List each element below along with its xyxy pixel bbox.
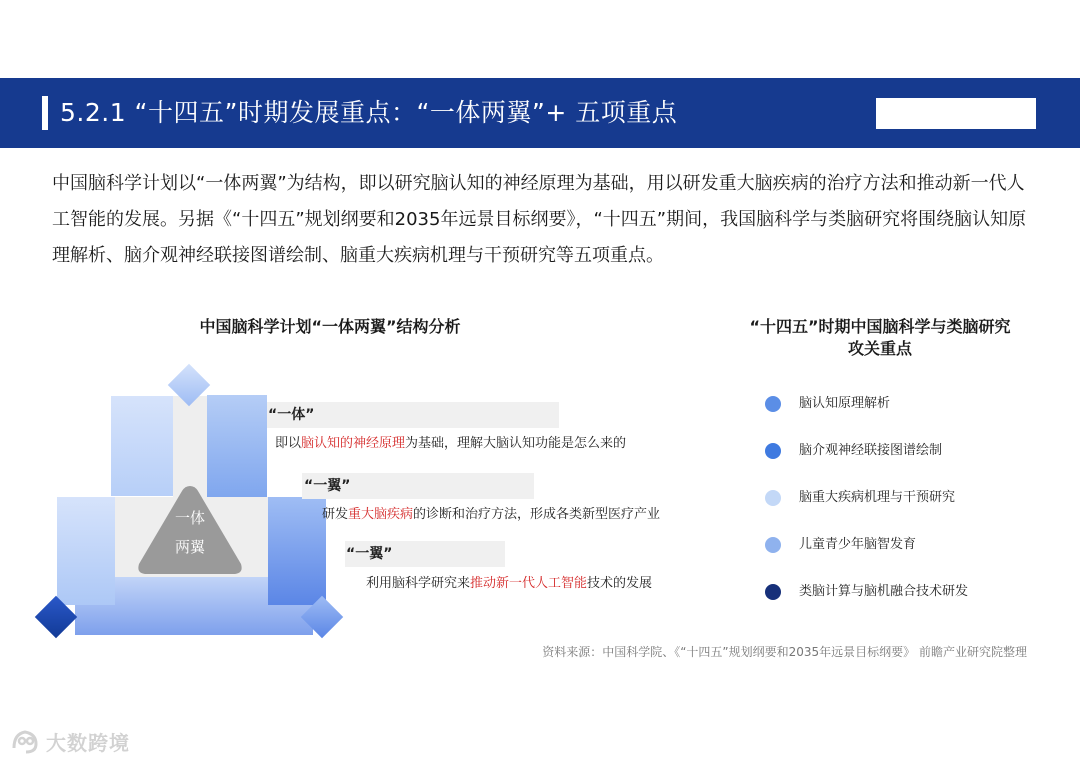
focus-item: [765, 535, 1065, 555]
focus-item-label: 脑重大疾病机理与干预研究: [799, 490, 956, 505]
item-label-1: “一体”: [268, 407, 315, 423]
watermark-text: 大数跨境: [46, 730, 130, 755]
item-label-3: “一翼”: [346, 546, 393, 562]
source-note: 资料来源：中国科学院、《“十四五”规划纲要和2035年远景目标纲要》 前瞻产业研究院整理: [542, 645, 1027, 659]
item-desc-3-highlight: 推动新一代人工智能: [470, 576, 588, 591]
header-banner: [0, 78, 1080, 148]
focus-item-label: 类脑计算与脑机融合技术研发: [799, 584, 969, 599]
focus-list: [765, 394, 1065, 602]
right-list-title: [700, 316, 1060, 360]
focus-item: [765, 441, 1065, 461]
item-desc-1: 即以脑认知的神经原理为基础，理解大脑认知功能是怎么来的: [275, 436, 627, 451]
right-list-title-line1: “十四五”时期中国脑科学与类脑研究: [749, 317, 1011, 336]
focus-item: [765, 488, 1065, 508]
intro-paragraph: 中国脑科学计划以“一体两翼”为结构，即以研究脑认知的神经原理为基础，用以研发重大脑疾病的治疗方法和推动新一代人工智能的发展。另据《“十四五”规划纲要和2035年远景目标纲要》，“十四五”期间，我国脑科学与类脑研究将围绕脑认知原理解析、脑介观神经联接图谱绘制、脑重大疾病机理与干预研究等五项重点。: [52, 173, 1027, 266]
bullet-dot-icon: [765, 584, 781, 600]
item-desc-2: 研发重大脑疾病的诊断和治疗方法，形成各类新型医疗产业: [322, 507, 661, 522]
left-diagram-title: 中国脑科学计划“一体两翼”结构分析: [199, 317, 461, 336]
right-list-title-line2: 攻关重点: [847, 339, 912, 358]
focus-item-label: 脑认知原理解析: [799, 396, 891, 411]
bullet-dot-icon: [765, 490, 781, 506]
diagram-block-right-lower: [268, 497, 326, 605]
item-desc-2-highlight: 重大脑疾病: [348, 507, 414, 522]
focus-item-label: 脑介观神经联接图谱绘制: [799, 443, 943, 458]
header-blank-box: [876, 98, 1036, 129]
item-desc-3: 利用脑科学研究来推动新一代人工智能技术的发展: [366, 576, 653, 591]
page-title: 5.2.1 “十四五”时期发展重点：“一体两翼”+ 五项重点: [60, 98, 678, 127]
focus-item-label: 儿童青少年脑智发育: [799, 537, 917, 552]
item-desc-1-highlight: 脑认知的神经原理: [301, 436, 406, 451]
watermark-logo-icon: [10, 726, 40, 756]
watermark: [10, 726, 130, 756]
item-label-2: “一翼”: [304, 478, 351, 494]
focus-item: [765, 394, 1065, 414]
bullet-dot-icon: [765, 396, 781, 412]
bullet-dot-icon: [765, 537, 781, 553]
focus-item: [765, 582, 1065, 602]
triangle-label-line2: 两翼: [174, 538, 205, 556]
triangle-label-line1: 一体: [174, 509, 205, 527]
diagram-block-left-lower: [57, 497, 115, 605]
bullet-dot-icon: [765, 443, 781, 459]
title-accent-bar: [42, 96, 48, 130]
